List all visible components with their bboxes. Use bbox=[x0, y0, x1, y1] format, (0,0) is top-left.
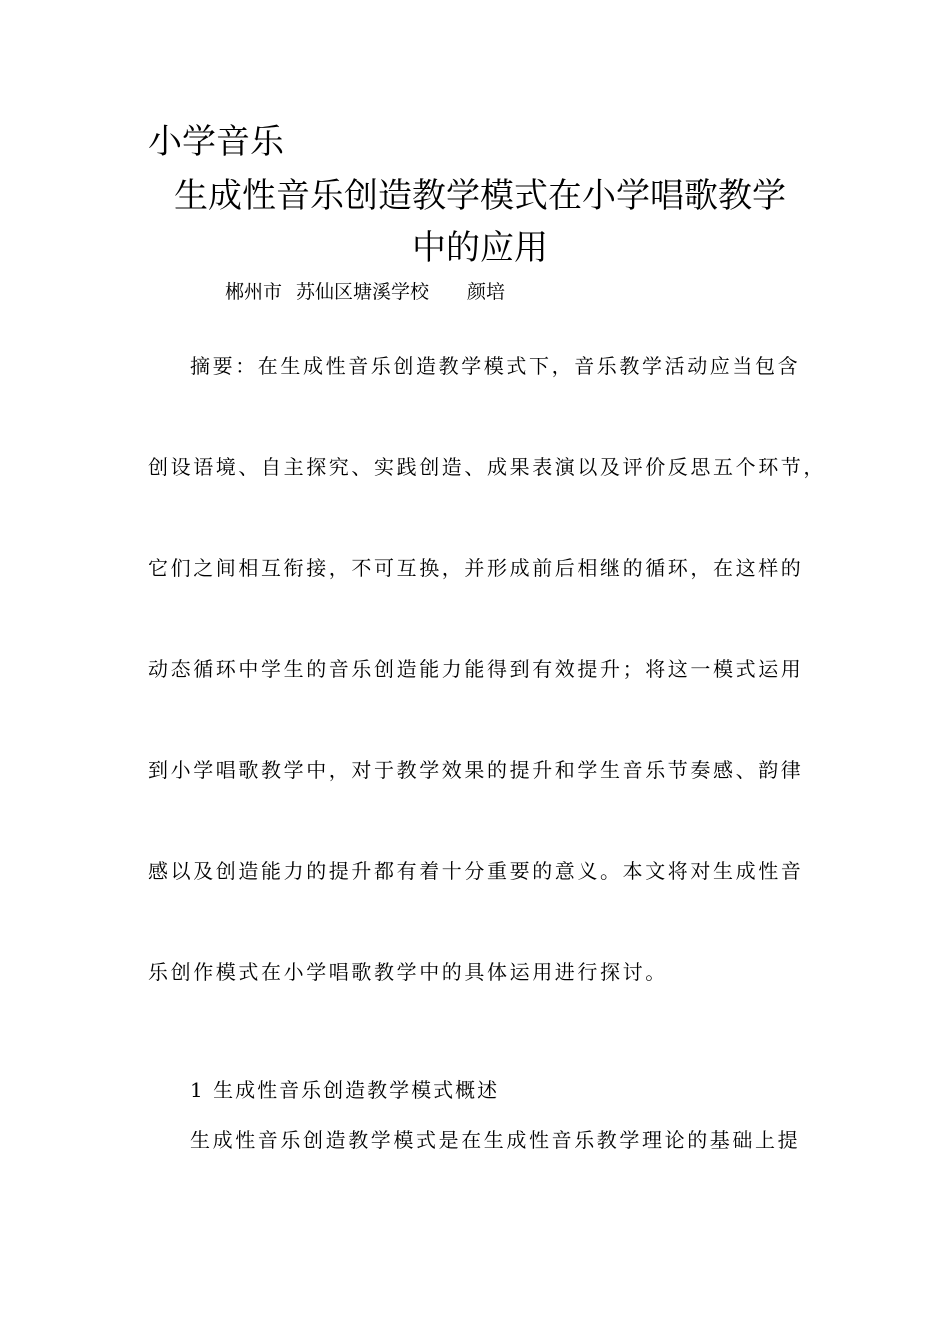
page-title bbox=[130, 170, 830, 274]
title-line-1: 生成性音乐创造教学模式在小学唱歌教学 bbox=[174, 176, 786, 216]
author-city: 郴州市 bbox=[225, 281, 283, 303]
section-heading: 1 生成性音乐创造教学模式概述 bbox=[190, 1078, 500, 1102]
title-line-2: 中的应用 bbox=[412, 228, 548, 268]
section-paragraph-line: 生成性音乐创造教学模式是在生成性音乐教学理论的基础上提 bbox=[190, 1128, 801, 1152]
abstract-line: 感以及创造能力的提升都有着十分重要的意义。本文将对生成性音 bbox=[148, 859, 804, 883]
abstract-line: 它们之间相互衔接，不可互换，并形成前后相继的循环，在这样的 bbox=[148, 556, 804, 580]
abstract-line: 动态循环中学生的音乐创造能力能得到有效提升；将这一模式运用 bbox=[148, 657, 804, 681]
abstract-line: 乐创作模式在小学唱歌教学中的具体运用进行探讨。 bbox=[148, 960, 668, 984]
author-school: 苏仙区塘溪学校 bbox=[296, 281, 430, 303]
abstract-line: 到小学唱歌教学中，对于教学效果的提升和学生音乐节奏感、韵律 bbox=[148, 758, 804, 782]
author-line bbox=[225, 278, 505, 306]
abstract bbox=[148, 348, 828, 1055]
subject-label: 小学音乐 bbox=[148, 122, 284, 162]
abstract-line: 创设语境、自主探究、实践创造、成果表演以及评价反思五个环节， bbox=[148, 455, 826, 479]
author-name: 颜培 bbox=[467, 281, 506, 303]
abstract-line: 摘要：在生成性音乐创造教学模式下，音乐教学活动应当包含 bbox=[190, 354, 801, 378]
